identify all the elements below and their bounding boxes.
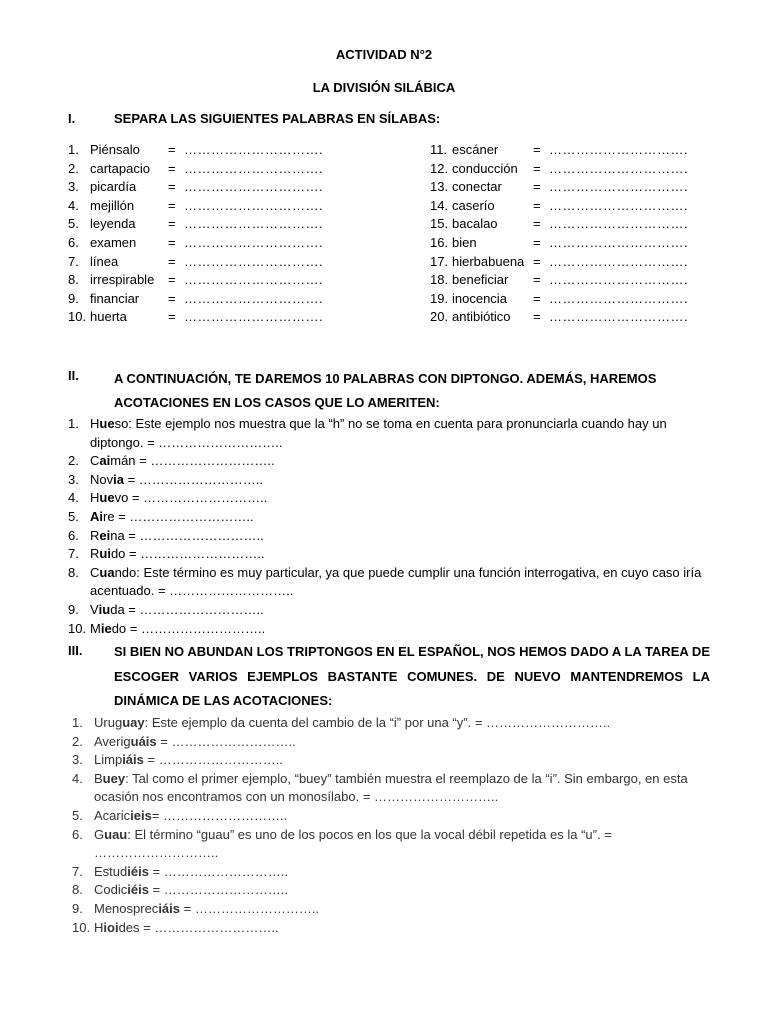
list-item [72,881,708,900]
item-number: 10. [68,620,87,636]
highlighted-vowel-group: ei [99,527,111,543]
item-number: 4. [68,197,79,213]
word-to-split: beneficiar [452,272,509,288]
word-start: R [90,527,100,543]
item-number: 5. [72,807,83,823]
item-number: 2. [72,733,83,749]
word-to-split: mejillón [90,197,135,213]
list-item [68,527,708,546]
highlighted-vowel-group: ia [113,471,124,487]
word-to-split: hierbabuena [452,253,525,269]
item-number: 20. [430,309,449,325]
word-to-split: cartapacio [90,160,150,176]
word-start: B [94,770,103,786]
section-2-number: II. [68,368,79,383]
item-text: da = ……………………….. [110,601,264,617]
item-number: 9. [68,290,79,306]
document-title: ACTIVIDAD N°2 [335,47,433,62]
section-2-heading-line-2: ACOTACIONES EN LOS CASOS QUE LO AMERITEN: [114,395,440,410]
equals-sign: = [533,234,541,250]
word-to-split: bacalao [452,216,498,232]
word-to-split: inocencia [452,290,507,306]
equals-sign: = [533,290,541,306]
item-number: 5. [68,508,79,524]
word-start: R [90,546,100,562]
highlighted-vowel-group: uau [104,826,128,842]
list-item [72,919,708,938]
item-number: 3. [68,471,79,487]
item-number: 1. [72,715,83,730]
item-text: vo = ……………………….. [114,490,268,506]
word-start: Limp [94,752,123,768]
answer-blank[interactable]: …………………………. [184,272,324,288]
highlighted-vowel-group: ua [99,564,115,580]
answer-blank[interactable]: …………………………. [549,179,689,195]
equals-sign: = [533,272,541,288]
word-to-split: caserío [452,197,495,213]
item-number: 13. [430,179,449,195]
answer-blank[interactable]: …………………………. [184,216,324,232]
highlighted-vowel-group: ue [99,490,115,506]
item-text: = ……………………….. [156,733,296,749]
item-number: 6. [68,234,79,250]
item-text: = ……………………….. [143,752,283,768]
equals-sign: = [533,197,541,213]
item-text: = ……………………….. [148,863,288,879]
highlighted-vowel-group: uáis [130,733,157,749]
item-number: 6. [68,527,79,543]
item-number: 17. [430,253,449,269]
highlighted-vowel-group: uey [102,770,126,786]
word-row [430,290,688,309]
list-item [68,545,708,564]
list-item [72,863,708,882]
answer-blank[interactable]: …………………………. [184,160,324,176]
word-row [68,234,323,253]
word-row [430,197,688,216]
section-1-heading: SEPARA LAS SIGUIENTES PALABRAS EN SÍLABAS: [114,111,441,126]
item-text: : Este ejemplo da cuenta del cambio de la “i” por una “y”. = ……………………….. [144,715,611,730]
item-number: 7. [72,863,83,879]
answer-blank[interactable]: …………………………. [549,197,689,213]
item-text: = ……………………….. [123,471,264,487]
item-number: 4. [68,490,79,506]
item-number: 8. [72,882,83,898]
item-number: 3. [72,752,83,768]
item-number: 10. [72,919,91,935]
word-row [430,141,688,160]
item-number: 5. [68,216,79,232]
word-start: C [90,564,100,580]
word-to-split: conectar [452,179,502,195]
answer-blank[interactable]: …………………………. [184,234,324,250]
answer-blank[interactable]: …………………………. [549,216,689,232]
item-number: 12. [430,160,449,176]
word-row [430,160,688,179]
highlighted-vowel-group: ui [99,546,111,562]
highlighted-vowel-group: ieis [130,807,152,823]
word-to-split: leyenda [90,216,136,232]
word-row [68,197,323,216]
word-row [430,234,688,253]
answer-blank[interactable]: …………………………. [184,290,324,306]
word-row [68,215,323,234]
section-1-number: I. [68,111,76,126]
list-item [68,601,708,620]
word-start: H [94,919,104,935]
section-3-number: III. [68,643,83,658]
item-text: = ……………………….. [180,900,320,916]
word-start: Nov [90,471,114,487]
equals-sign: = [168,160,176,176]
answer-blank[interactable]: …………………………. [549,253,689,269]
item-number: 7. [68,253,79,269]
section-3-heading: SI BIEN NO ABUNDAN LOS TRIPTONGOS EN EL ESPAÑOL, NOS HEMOS DADO A LA TAREA DE ESCOGER VARIOS EJEMPLOS BASTANTE COMUNES. DE NUEVO MANTENDREMOS LA DINÁMICA DE LAS ACOTACIONES: [114,644,710,708]
word-row [430,215,688,234]
item-number: 3. [68,179,79,195]
answer-blank[interactable]: …………………………. [549,309,689,325]
item-text: mán = ……………………….. [110,453,275,469]
item-number: 9. [68,601,79,617]
item-number: 4. [72,770,83,786]
equals-sign: = [168,290,176,306]
item-number: 2. [68,160,79,176]
list-item [72,900,708,919]
list-item [68,415,708,452]
list-item [68,620,708,639]
equals-sign: = [533,309,541,325]
list-item [68,564,708,601]
word-start: Acaric [94,807,131,823]
item-number: 2. [68,453,79,469]
list-item [72,751,708,770]
item-number: 19. [430,290,449,306]
equals-sign: = [168,142,176,157]
diphthong-list [68,415,708,638]
equals-sign: = [533,216,541,232]
equals-sign: = [168,216,176,232]
equals-sign: = [533,142,541,157]
triphthong-list [72,714,708,937]
word-start: H [90,416,100,431]
word-start: M [90,620,101,636]
item-text: : Tal como el primer ejemplo, “buey” también muestra el reemplazo de la “i”. Sin embargo, en esta ocasión nos encontramos con un monosílabo. = ……………………….. [94,770,688,805]
item-text: na = ……………………….. [110,527,264,543]
equals-sign: = [168,309,176,325]
item-number: 6. [72,826,83,842]
answer-blank[interactable]: …………………………. [184,197,324,213]
equals-sign: = [533,253,541,269]
item-number: 8. [68,564,79,580]
word-start: H [90,490,100,506]
word-row [430,308,688,327]
equals-sign: = [168,197,176,213]
word-to-split: huerta [90,309,127,325]
item-number: 9. [72,900,83,916]
answer-blank[interactable]: …………………………. [549,142,689,157]
list-item [72,826,708,863]
word-to-split: escáner [452,142,499,157]
word-to-split: examen [90,234,137,250]
answer-blank[interactable]: …………………………. [184,142,324,157]
list-item [68,452,708,471]
word-to-split: bien [452,234,477,250]
highlighted-vowel-group: uay [122,715,145,730]
word-row [68,178,323,197]
word-start: Menosprec [94,900,159,916]
item-number: 1. [68,416,79,431]
item-text: des = ……………………….. [118,919,279,935]
document-subtitle: LA DIVISIÓN SILÁBICA [312,80,456,95]
word-row [68,271,323,290]
highlighted-vowel-group: iáis [158,900,180,916]
highlighted-vowel-group: ioi [103,919,119,935]
word-start: Estud [94,863,128,879]
list-item [72,733,708,752]
word-row [430,271,688,290]
item-text: do = ……………………….. [110,546,265,562]
item-number: 1. [68,142,79,157]
item-number: 18. [430,272,449,288]
equals-sign: = [168,253,176,269]
word-row [68,160,323,179]
equals-sign: = [168,272,176,288]
item-text: : El término “guau” es uno de los pocos en los que la vocal débil repetida es la “u”. = ……………………….. [94,826,612,861]
list-item [68,471,708,490]
item-number: 8. [68,272,79,288]
word-start: Averig [94,733,131,749]
item-number: 16. [430,234,449,250]
item-number: 14. [430,197,449,213]
item-text: re = ……………………….. [103,508,254,524]
highlighted-vowel-group: iáis [122,752,144,768]
answer-blank[interactable]: …………………………. [549,272,689,288]
list-item [68,508,708,527]
word-to-split: irrespirable [90,272,155,288]
word-to-split: conducción [452,160,518,176]
item-number: 10. [68,309,87,325]
answer-blank[interactable]: …………………………. [184,253,324,269]
word-to-split: línea [90,253,119,269]
word-row [68,253,323,272]
item-text: do = ……………………….. [111,620,266,636]
word-start: V [90,601,99,617]
word-list-left [68,141,323,327]
equals-sign: = [533,179,541,195]
item-text: = ……………………….. [148,882,288,898]
word-start: Urug [94,715,123,730]
word-row [430,178,688,197]
section-2-heading-line-1: A CONTINUACIÓN, TE DAREMOS 10 PALABRAS CON DIPTONGO. ADEMÁS, HAREMOS [114,371,657,386]
list-item [68,489,708,508]
item-text: so: Este ejemplo nos muestra que la “h” no se toma en cuenta para pronunciarla cuando hay un diptongo. = ……………………….. [90,416,667,450]
word-list-right [430,141,688,327]
list-item [72,714,708,733]
word-start: C [90,453,100,469]
item-number: 15. [430,216,449,232]
answer-blank[interactable]: …………………………. [184,179,324,195]
highlighted-vowel-group: ue [99,416,115,431]
word-row [68,290,323,309]
equals-sign: = [533,160,541,176]
item-number: 11. [430,142,448,157]
highlighted-vowel-group: ai [99,453,111,469]
item-text: = ……………………….. [151,807,288,823]
word-row [430,253,688,272]
highlighted-vowel-group: ie [100,620,112,636]
word-row [68,308,323,327]
word-row [68,141,323,160]
highlighted-vowel-group: iu [98,601,111,617]
answer-blank[interactable]: …………………………. [549,160,689,176]
answer-blank[interactable]: …………………………. [549,290,689,306]
item-number: 7. [68,546,79,562]
list-item [72,807,708,826]
highlighted-vowel-group: iéis [127,882,149,898]
word-to-split: antibiótico [452,309,511,325]
answer-blank[interactable]: …………………………. [549,234,689,250]
section-2-heading [114,367,690,415]
word-to-split: picardía [90,179,137,195]
word-start: Codic [94,882,128,898]
item-text: ndo: Este término es muy particular, ya que puede cumplir una función interrogativa, en cuyo caso iría acentuado. = ……………………….. [90,564,702,599]
word-to-split: financiar [90,290,140,306]
word-start: G [94,826,105,842]
equals-sign: = [168,234,176,250]
word-to-split: Piénsalo [90,142,140,157]
highlighted-vowel-group: Ai [90,508,103,524]
highlighted-vowel-group: iéis [127,863,149,879]
list-item [72,770,708,807]
equals-sign: = [168,179,176,195]
answer-blank[interactable]: …………………………. [184,309,324,325]
